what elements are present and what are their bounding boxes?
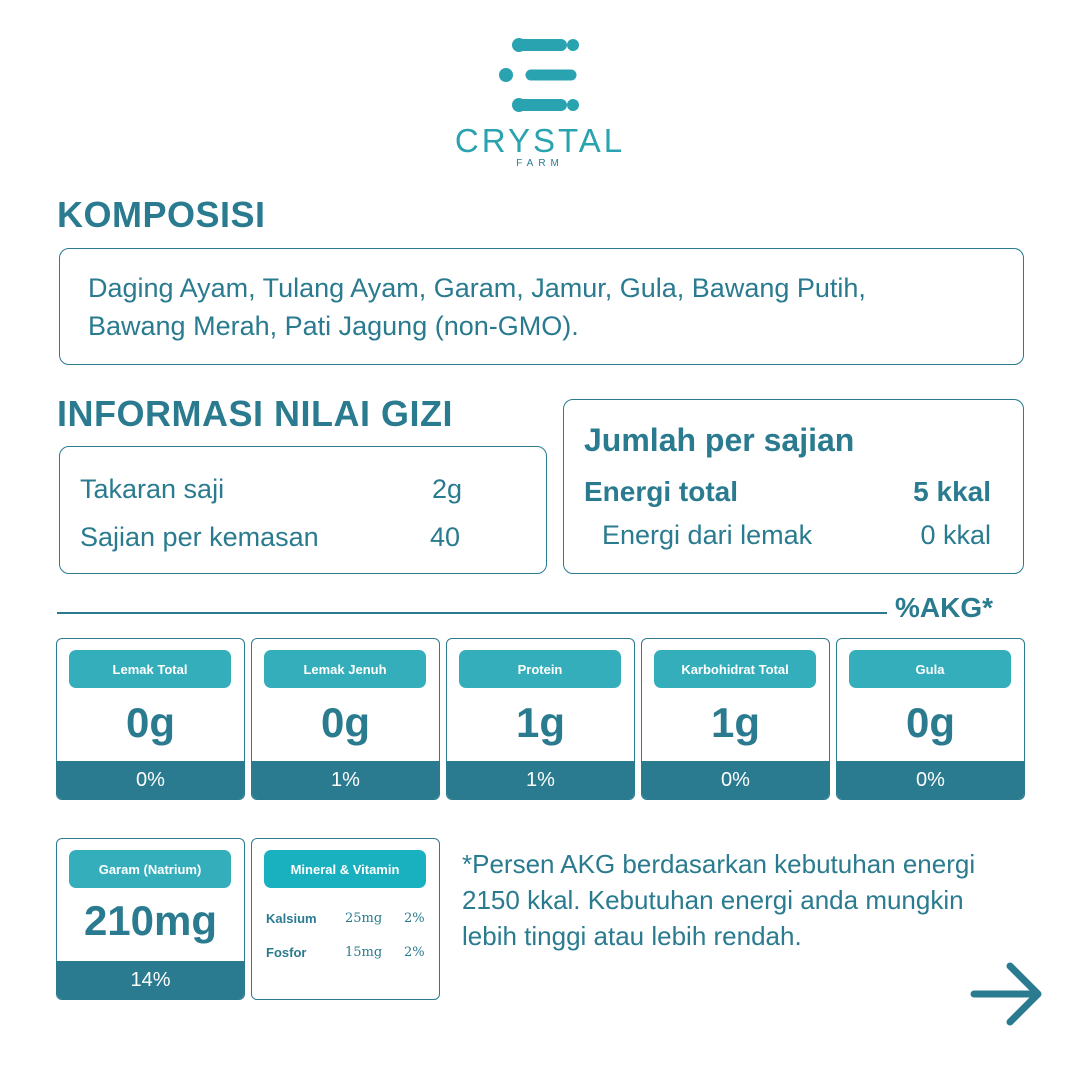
nutrient-label: Lemak Jenuh	[264, 650, 426, 688]
sajian-value: 40	[430, 522, 461, 552]
footnote-line-1: *Persen AKG berdasarkan kebutuhan energi	[462, 849, 976, 879]
nutrient-card-lemak-jenuh	[251, 638, 440, 800]
komposisi-box	[59, 248, 1024, 365]
crystal-farm-logo-icon	[497, 36, 583, 114]
nutrient-label: Gula	[849, 650, 1011, 688]
nutrient-card-garam	[56, 838, 245, 1000]
akg-divider	[57, 612, 887, 614]
energi-lemak-label: Energi dari lemak	[602, 520, 813, 550]
serving-box	[59, 446, 547, 574]
footnote-line-3: lebih tinggi atau lebih rendah.	[462, 921, 802, 951]
nutrient-pct: 1%	[252, 761, 439, 799]
komposisi-title: KOMPOSISI	[57, 194, 266, 235]
nutrient-card-gula	[836, 638, 1025, 800]
energi-total-label: Energi total	[584, 476, 739, 507]
komposisi-text	[88, 269, 988, 345]
jumlah-title: Jumlah per sajian	[584, 422, 855, 458]
mineral-amount: 15mg	[345, 945, 383, 960]
nutrient-value: 0g	[320, 699, 370, 746]
informasi-title: INFORMASI NILAI GIZI	[57, 393, 453, 434]
mineral-pct: 2%	[404, 911, 425, 926]
takaran-label: Takaran saji	[80, 474, 225, 504]
mineral-pct: 2%	[404, 945, 425, 960]
akg-footnote	[462, 846, 1032, 954]
komposisi-line-2: Bawang Merah, Pati Jagung (non-GMO).	[88, 311, 579, 341]
mineral-vitamin-label: Mineral & Vitamin	[264, 850, 426, 888]
jumlah-box	[563, 399, 1024, 574]
nutrient-card-karbohidrat-total	[641, 638, 830, 800]
brand-name: CRYSTAL	[454, 122, 626, 159]
nutrient-value: 1g	[710, 699, 760, 746]
mineral-vitamin-card	[251, 838, 440, 1000]
nutrient-pct: 0%	[642, 761, 829, 799]
next-button[interactable]	[968, 960, 1044, 1035]
nutrient-value: 0g	[125, 699, 175, 746]
sajian-label: Sajian per kemasan	[80, 522, 319, 552]
nutrient-label: Garam (Natrium)	[69, 850, 231, 888]
energi-lemak-value: 0 kkal	[920, 520, 991, 550]
mineral-name: Kalsium	[266, 911, 317, 926]
brand-sub: FARM	[516, 158, 564, 169]
nutrient-value: 1g	[515, 699, 565, 746]
brand-logo	[440, 36, 640, 176]
komposisi-line-1: Daging Ayam, Tulang Ayam, Garam, Jamur, Gula, Bawang Putih,	[88, 273, 866, 303]
akg-label: %AKG*	[895, 592, 994, 623]
nutrient-pct: 0%	[837, 761, 1024, 799]
arrow-right-icon	[968, 960, 1044, 1030]
nutrient-pct: 1%	[447, 761, 634, 799]
nutrient-card-protein	[446, 638, 635, 800]
mineral-name: Fosfor	[266, 945, 307, 960]
nutrient-pct: 14%	[57, 961, 244, 999]
takaran-value: 2g	[432, 474, 463, 504]
energi-total-value: 5 kkal	[913, 476, 991, 507]
nutrient-label: Lemak Total	[69, 650, 231, 688]
nutrient-card-lemak-total	[56, 638, 245, 800]
nutrient-value: 0g	[905, 699, 955, 746]
footnote-line-2: 2150 kkal. Kebutuhan energi anda mungkin	[462, 885, 964, 915]
mineral-amount: 25mg	[345, 911, 383, 926]
nutrient-pct: 0%	[57, 761, 244, 799]
nutrient-value: 210mg	[83, 897, 218, 944]
nutrient-label: Karbohidrat Total	[654, 650, 816, 688]
nutrient-label: Protein	[459, 650, 621, 688]
